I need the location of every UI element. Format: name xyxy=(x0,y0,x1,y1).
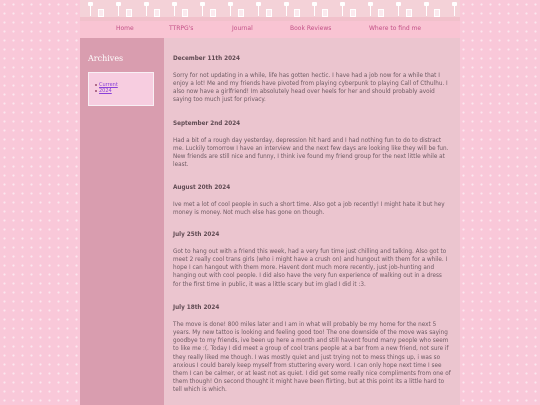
banner-card-icon xyxy=(266,9,272,17)
banner-card-icon xyxy=(322,9,328,17)
banner-flag-icon xyxy=(424,2,429,16)
banner-card-icon xyxy=(238,9,244,17)
banner-flag-icon xyxy=(200,2,205,16)
journal-entry xyxy=(173,56,451,105)
entry-date: August 20th 2024 xyxy=(173,185,231,191)
entry-text: Ive met a lot of cool people in such a short time. Also got a job recently! I might hate it but hey money is money. Not much else has gone on though. xyxy=(173,202,445,217)
banner-flag-icon xyxy=(172,2,177,16)
banner-flag-icon xyxy=(340,2,345,16)
nav-ttrpgs-link[interactable]: TTRPG's xyxy=(169,25,194,32)
banner-flag-icon xyxy=(228,2,233,16)
entry-date: September 2nd 2024 xyxy=(173,121,241,127)
nav-book-reviews-link[interactable]: Book Reviews xyxy=(290,25,332,32)
banner-card-icon xyxy=(406,9,412,17)
banner-card-icon xyxy=(350,9,356,17)
banner-flag-icon xyxy=(396,2,401,16)
entry-text: Got to hang out with a friend this week, had a very fun time just chilling and talking. Also got to meet 2 really cool trans girls (who i might have a crush on) and hungout with them for a while. I hope I can hangout with them more. Havent dont much more recently, just job-hunting and hanging out with cool people. I did also have the very fun experience of walking out in a dress for the first time in public, it was a little scary but im glad I did it :3. xyxy=(173,249,448,288)
banner-card-icon xyxy=(294,9,300,17)
banner-flag-icon xyxy=(256,2,261,16)
banner-card-icon xyxy=(182,9,188,17)
banner-flag-icon xyxy=(88,2,93,16)
banner-flag-icon xyxy=(312,2,317,16)
nav-where-to-find-me-link[interactable]: Where to find me xyxy=(369,25,422,32)
journal-entry xyxy=(173,185,451,217)
journal-content xyxy=(164,38,460,405)
journal-entry xyxy=(173,305,451,394)
banner-card-icon xyxy=(434,9,440,17)
banner-card-icon xyxy=(378,9,384,17)
banner-flag-icon xyxy=(116,2,121,16)
journal-entry xyxy=(173,121,451,170)
header-banner xyxy=(80,0,460,21)
nav-home-link[interactable]: Home xyxy=(116,25,134,32)
entry-date: December 11th 2024 xyxy=(173,56,240,62)
nav-journal-link[interactable]: Journal xyxy=(232,25,253,32)
entry-text: The move is done! 800 miles later and I am in what will probably be my home for the next 5 years. My new tattoo is looking and feeling good too! The one downside of the move was saying goodbye to my friends, ive been up here a month and still havent found many people who seem to like me :(. Today I did meet a group of cool trans people at a bar from a new friend, not sure if they really liked me though. I was mostly quiet and just trying not to mess things up, i was so anxious I could barely keep myself from stuttering every word. I can only hope next time I see them I can be calmer, or at least not as quiet. I did get some really nice compliments from one of them though! On second thought it might have been flirting, but at this point its a little hard to tell which is which. xyxy=(173,322,451,394)
banner-flag-icon xyxy=(452,2,457,16)
banner-card-icon xyxy=(210,9,216,17)
top-nav xyxy=(80,21,460,38)
archive-list-box xyxy=(88,72,154,106)
banner-flag-icon xyxy=(284,2,289,16)
banner-card-icon xyxy=(154,9,160,17)
journal-entry xyxy=(173,232,451,289)
sidebar xyxy=(80,38,164,405)
entry-text: Sorry for not updating in a while, life has gotten hectic. I have had a job now for a while that I enjoy a lot! Me and my friends have pivoted from playing cyberpunk to playing Call of Cthulhu. I also now have a girlfriend! Im absolutely head over heels for her and should probably avoid saying too much just for privacy. xyxy=(173,73,448,104)
entry-date: July 25th 2024 xyxy=(173,232,220,238)
archive-item xyxy=(99,88,118,94)
banner-flag-icon xyxy=(144,2,149,16)
archive-link-2024[interactable]: 2024 xyxy=(99,88,112,94)
banner-card-icon xyxy=(126,9,132,17)
banner-flag-icon xyxy=(368,2,373,16)
entry-text: Had a bit of a rough day yesterday, depression hit hard and I had nothing fun to do to distract me. Luckily tomorrow I have an interview and the next few days are looking like they will be fun. New friends are still nice and funny, I think ive found my friend group for the next little while at least. xyxy=(173,138,449,169)
entry-date: July 18th 2024 xyxy=(173,305,220,311)
banner-card-icon xyxy=(98,9,104,17)
archive-list xyxy=(99,82,118,94)
page xyxy=(80,0,460,405)
archive-link-current[interactable]: Current xyxy=(99,82,118,88)
sidebar-title: Archives xyxy=(88,54,124,63)
